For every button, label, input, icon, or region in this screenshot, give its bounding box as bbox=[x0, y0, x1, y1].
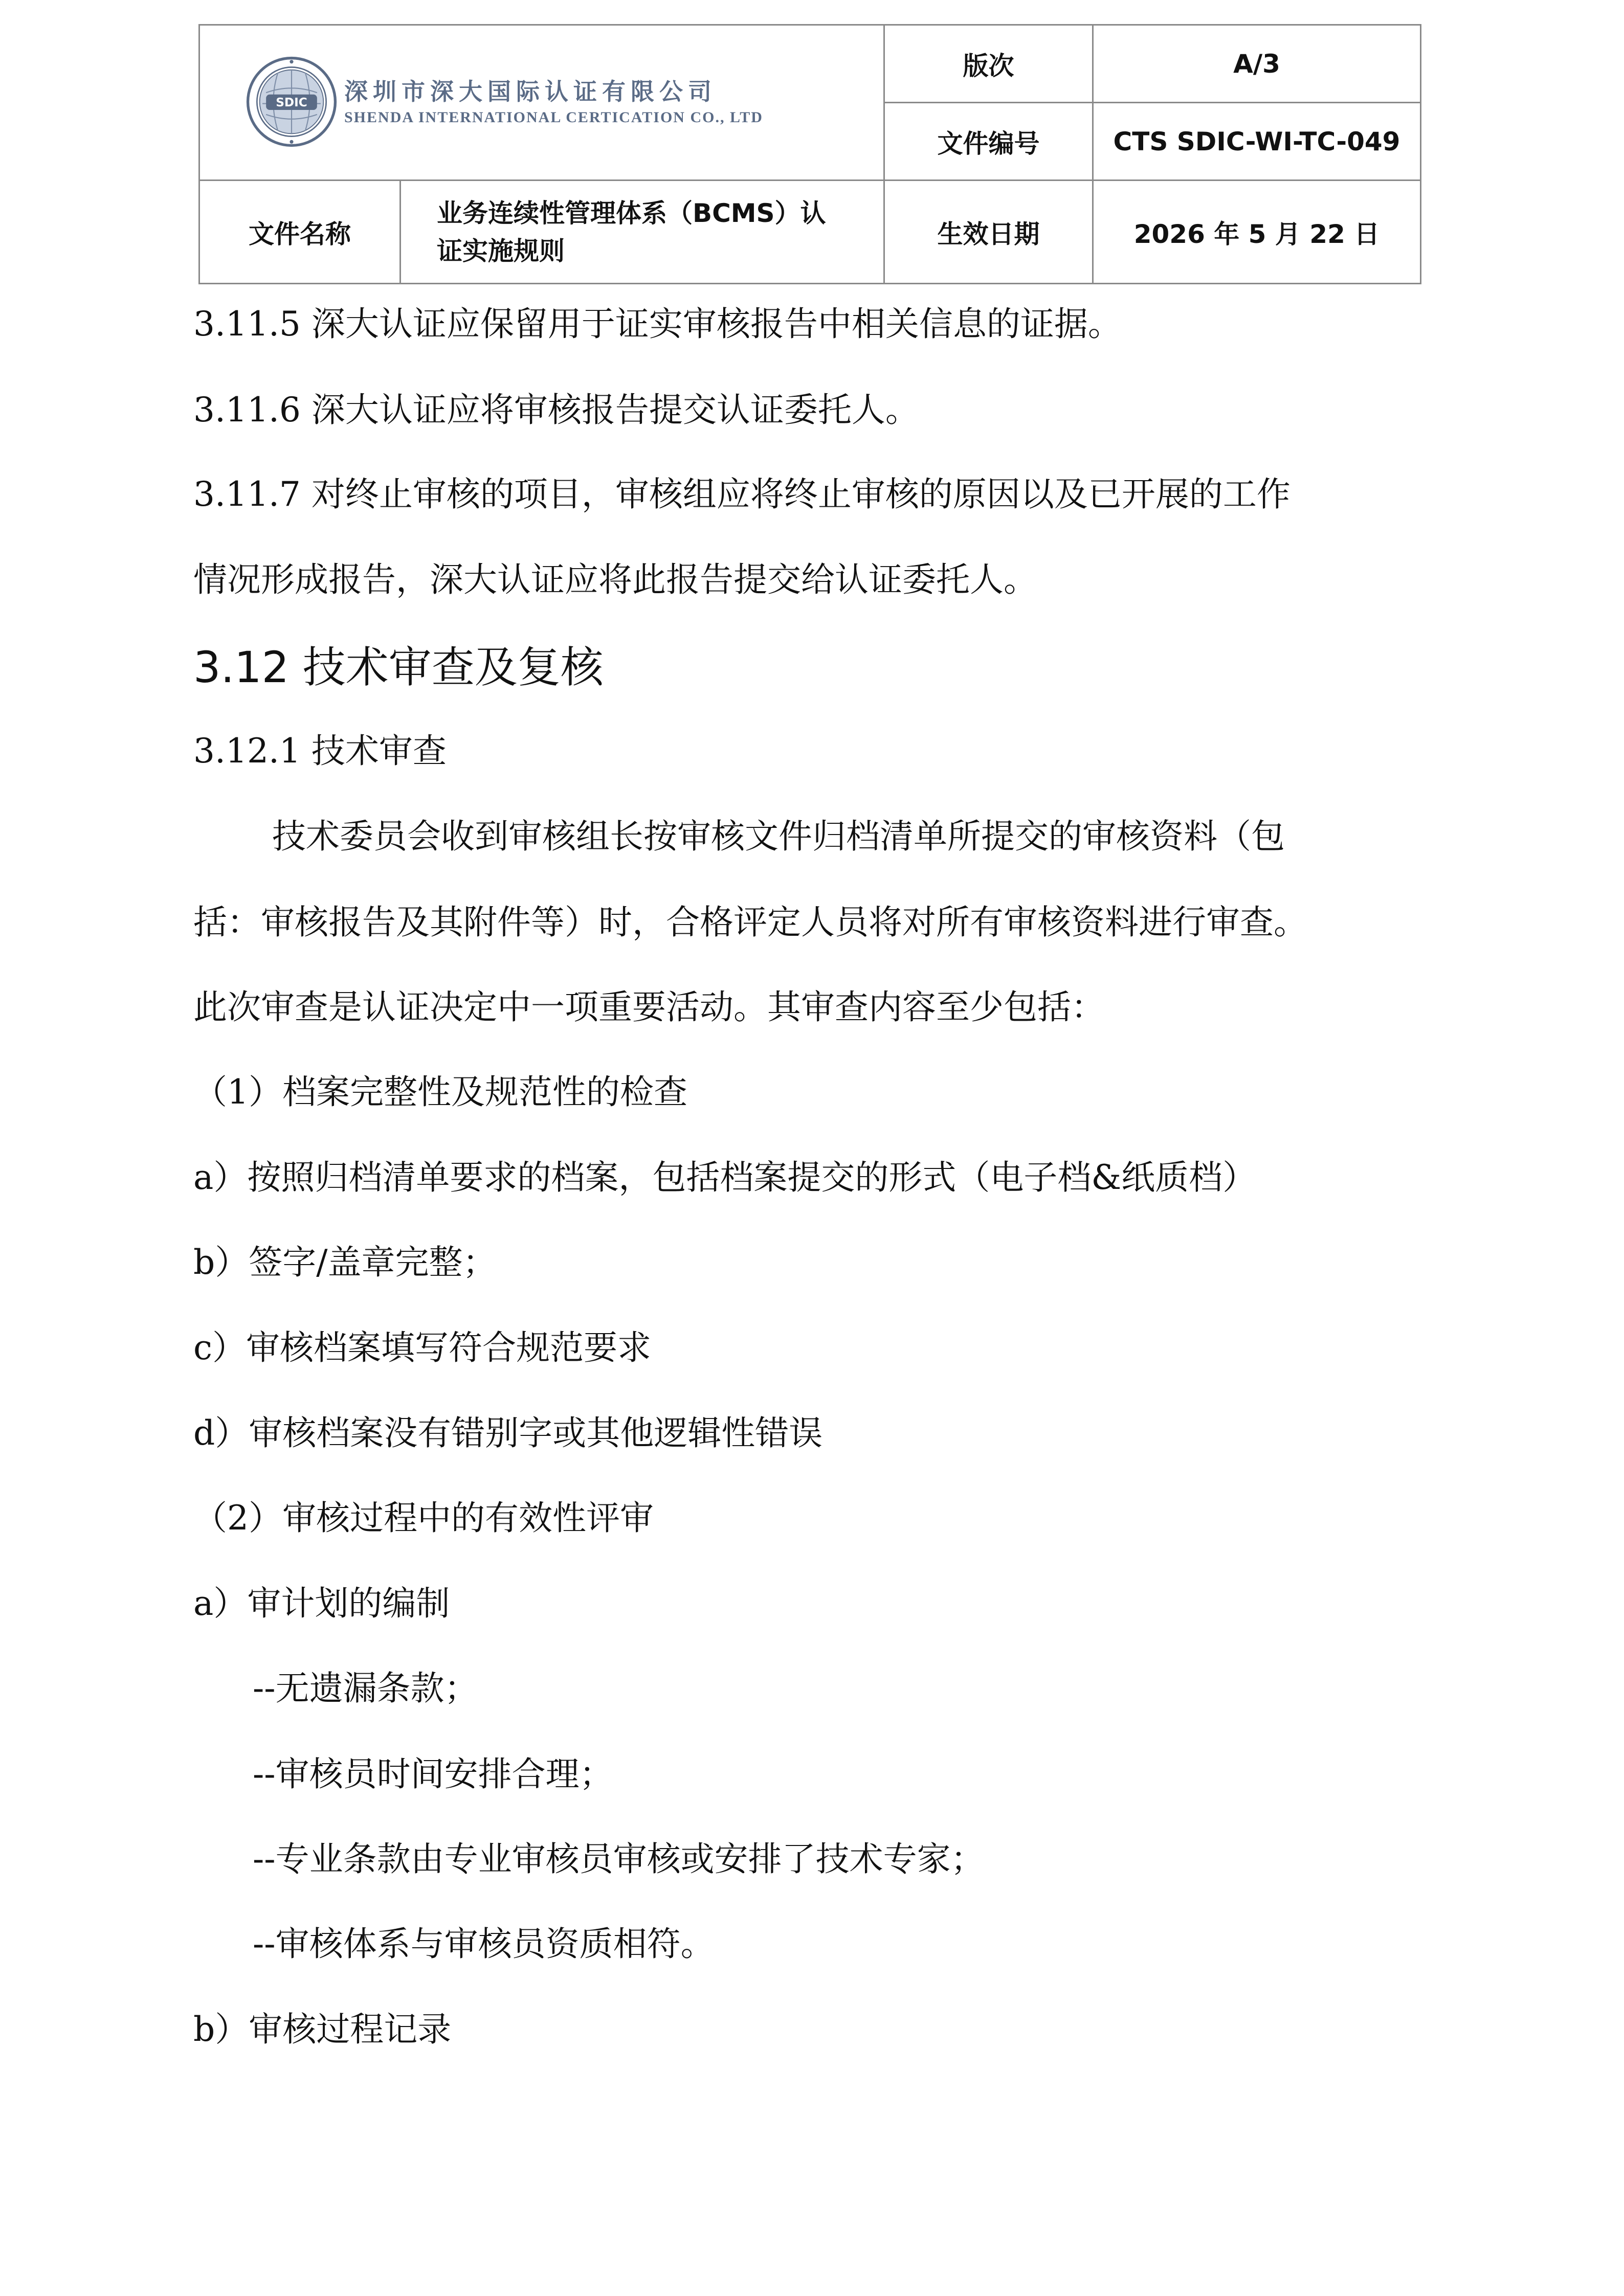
doc-number-label: 文件编号 bbox=[884, 103, 1093, 181]
document-header-table bbox=[198, 24, 1421, 284]
doc-name-line-2: 证实施规则 bbox=[437, 236, 565, 266]
paragraph-3-11-5: 3.11.5 深大认证应保留用于证实审核报告中相关信息的证据。 bbox=[193, 304, 1122, 344]
intro-line-3: 此次审查是认证决定中一项重要活动。其审查内容至少包括： bbox=[193, 987, 1105, 1027]
list-item-1-d: d）审核档案没有错别字或其他逻辑性错误 bbox=[193, 1413, 823, 1453]
paragraph-3-11-7-line-1: 3.11.7 对终止审核的项目，审核组应将终止审核的原因以及已开展的工作 bbox=[193, 475, 1291, 514]
paragraph-3-11-7-line-2: 情况形成报告，深大认证应将此报告提交给认证委托人。 bbox=[193, 560, 1037, 599]
doc-name-value bbox=[401, 181, 884, 284]
list-item-1-b: b）签字/盖章完整； bbox=[193, 1243, 497, 1282]
effective-date-value: 2026 年 5 月 22 日 bbox=[1093, 181, 1421, 284]
version-label: 版次 bbox=[884, 25, 1093, 103]
list-item-2-a-bullet-1: --无遗漏条款； bbox=[253, 1669, 478, 1708]
list-item-2-a: a）审计划的编制 bbox=[193, 1584, 450, 1623]
company-name-en: SHENDA INTERNATIONAL CERTICATION CO., LTD bbox=[344, 109, 763, 126]
list-item-2-b: b）审核过程记录 bbox=[193, 2010, 452, 2049]
company-name-cn: 深圳市深大国际认证有限公司 bbox=[344, 78, 717, 105]
sdic-seal-icon bbox=[246, 56, 337, 147]
paragraph-3-11-6: 3.11.6 深大认证应将审核报告提交认证委托人。 bbox=[193, 390, 919, 430]
list-item-2-a-bullet-2: --审核员时间安排合理； bbox=[253, 1754, 613, 1794]
company-logo bbox=[246, 56, 763, 147]
list-item-2-a-bullet-4: --审核体系与审核员资质相符。 bbox=[253, 1924, 715, 1964]
doc-name-line-1: 业务连续性管理体系（BCMS）认 bbox=[437, 198, 826, 228]
doc-name-label: 文件名称 bbox=[199, 181, 401, 284]
intro-line-1: 技术委员会收到审核组长按审核文件归档清单所提交的审核资料（包 bbox=[272, 817, 1285, 856]
effective-date-label: 生效日期 bbox=[884, 181, 1093, 284]
intro-line-2: 括：审核报告及其附件等）时，合格评定人员将对所有审核资料进行审查。 bbox=[193, 903, 1307, 942]
logo-cell bbox=[199, 25, 884, 181]
section-heading-3-12: 3.12 技术审查及复核 bbox=[193, 642, 604, 692]
list-item-1: （1）档案完整性及规范性的检查 bbox=[193, 1072, 687, 1112]
list-item-1-c: c）审核档案填写符合规范要求 bbox=[193, 1328, 651, 1367]
version-value: A/3 bbox=[1093, 25, 1421, 103]
list-item-2-a-bullet-3: --专业条款由专业审核员审核或安排了技术专家； bbox=[253, 1839, 985, 1879]
seal-text: SDIC bbox=[276, 96, 307, 109]
list-item-2: （2）审核过程中的有效性评审 bbox=[193, 1498, 654, 1538]
subsection-heading-3-12-1: 3.12.1 技术审查 bbox=[193, 731, 447, 771]
list-item-1-a: a）按照归档清单要求的档案，包括档案提交的形式（电子档&纸质档） bbox=[193, 1158, 1257, 1197]
doc-number-value: CTS SDIC-WI-TC-049 bbox=[1093, 103, 1421, 181]
